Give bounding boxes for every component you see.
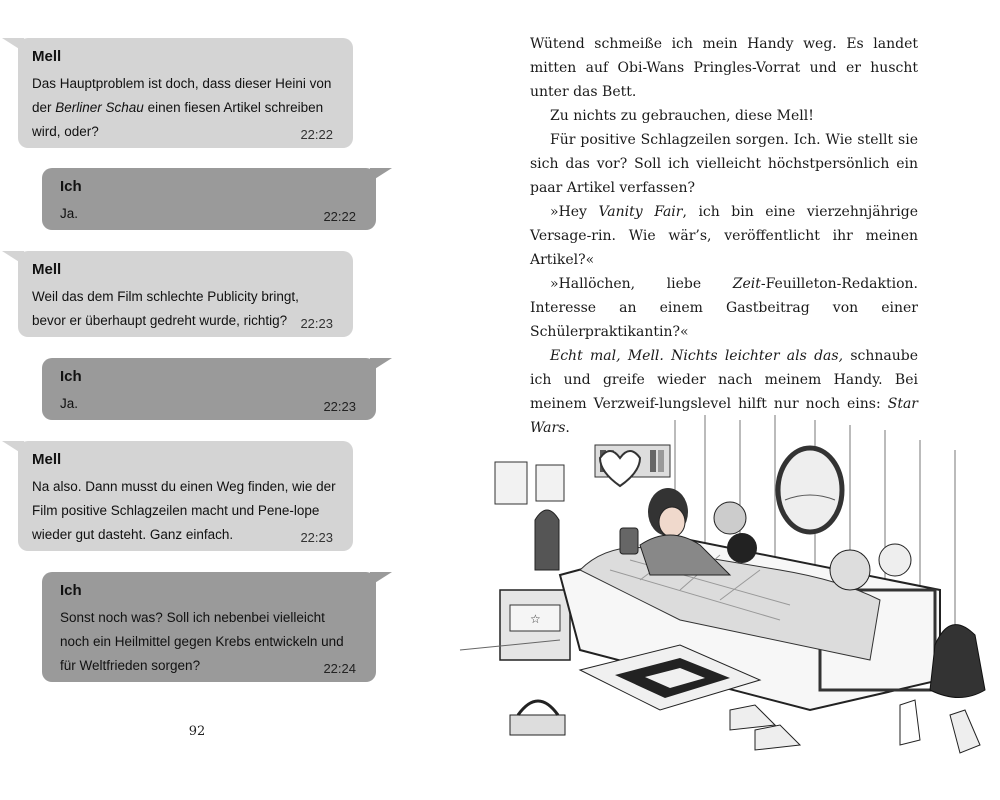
paragraph: Zu nichts zu gebrauchen, diese Mell!: [550, 108, 814, 124]
chat-bubble-ich: [42, 572, 376, 682]
sender-name: Ich: [60, 178, 82, 195]
poster: [536, 465, 564, 501]
sender-name: Mell: [32, 48, 62, 65]
paragraph: Echt mal, Mell. Nichts leichter als das, schnaube ich und greife wieder nach meinem Handy. Bei meinem Verzweif-lungslevel hilft nur noch eins: Star Wars.: [530, 348, 919, 436]
bubble-tail: [370, 168, 392, 182]
svg-text:☆: ☆: [530, 612, 541, 626]
story-text: [530, 32, 918, 440]
sneakers: [730, 705, 775, 730]
bubble-tail: [370, 358, 392, 372]
message-time: 22:22: [323, 209, 356, 224]
bedroom-illustration: [440, 410, 1000, 790]
bubble-tail: [370, 572, 392, 586]
message-time: 22:24: [323, 661, 356, 676]
sender-name: Ich: [60, 582, 82, 599]
message-time: 22:23: [300, 316, 333, 331]
message-text: Sonst noch was? Soll ich nebenbei vielleicht noch ein Heilmittel gegen Krebs entwickeln und für Weltfrieden sorgen?: [60, 610, 344, 673]
chat-bubble-mell: [18, 38, 353, 148]
message-text: Ja.: [60, 396, 79, 411]
page-number: 92: [188, 724, 206, 739]
message-text: Na also. Dann musst du einen Weg finden, wie der Film positive Schlagzeilen macht und Pene-lope wieder gut dasteht. Ganz einfach.: [32, 479, 336, 542]
chat-bubble-ich: [42, 168, 376, 230]
paragraph: Für positive Schlagzeilen sorgen. Ich. Wie stellt sie sich das vor? Soll ich vielleicht höchstpersönlich ein paar Artikel verfassen?: [530, 132, 918, 196]
sender-name: Ich: [60, 368, 82, 385]
message-time: 22:23: [300, 530, 333, 545]
poster: [495, 462, 527, 504]
chat-bubble-mell: [18, 441, 353, 551]
message-time: 22:22: [300, 127, 333, 142]
chat-bubble-mell: [18, 251, 353, 337]
paragraph: »Hey Vanity Fair, ich bin eine vierzehnjährige Versage-rin. Wie wär’s, veröffentlicht ihr meinen Artikel?«: [530, 204, 918, 268]
bubble-tail: [2, 38, 24, 52]
bubble-tail: [2, 441, 24, 455]
paragraph: Wütend schmeiße ich mein Handy weg. Es landet mitten auf Obi-Wans Pringles-Vorrat und er huscht unter das Bett.: [530, 36, 918, 100]
message-time: 22:23: [323, 399, 356, 414]
round-window: [778, 448, 842, 532]
rocket-lamp: [535, 510, 559, 570]
message-text: Das Hauptproblem ist doch, dass dieser Heini von der Berliner Schau einen fiesen Artikel schreiben wird, oder?: [32, 76, 332, 139]
sock: [950, 710, 980, 753]
headphones: [518, 701, 558, 715]
sock: [900, 700, 920, 745]
bubble-tail: [2, 251, 24, 265]
chat-bubble-ich: [42, 358, 376, 420]
book: [510, 715, 565, 735]
message-text: Weil das dem Film schlechte Publicity bringt, bevor er überhaupt gedreht wurde, richtig?: [32, 289, 299, 328]
sender-name: Mell: [32, 261, 62, 278]
message-text: Ja.: [60, 206, 79, 221]
paragraph: »Hallöchen, liebe Zeit-Feuilleton-Redaktion. Interesse an einem Gastbeitrag von einer Schülerpraktikantin?«: [530, 276, 918, 340]
sender-name: Mell: [32, 451, 62, 468]
